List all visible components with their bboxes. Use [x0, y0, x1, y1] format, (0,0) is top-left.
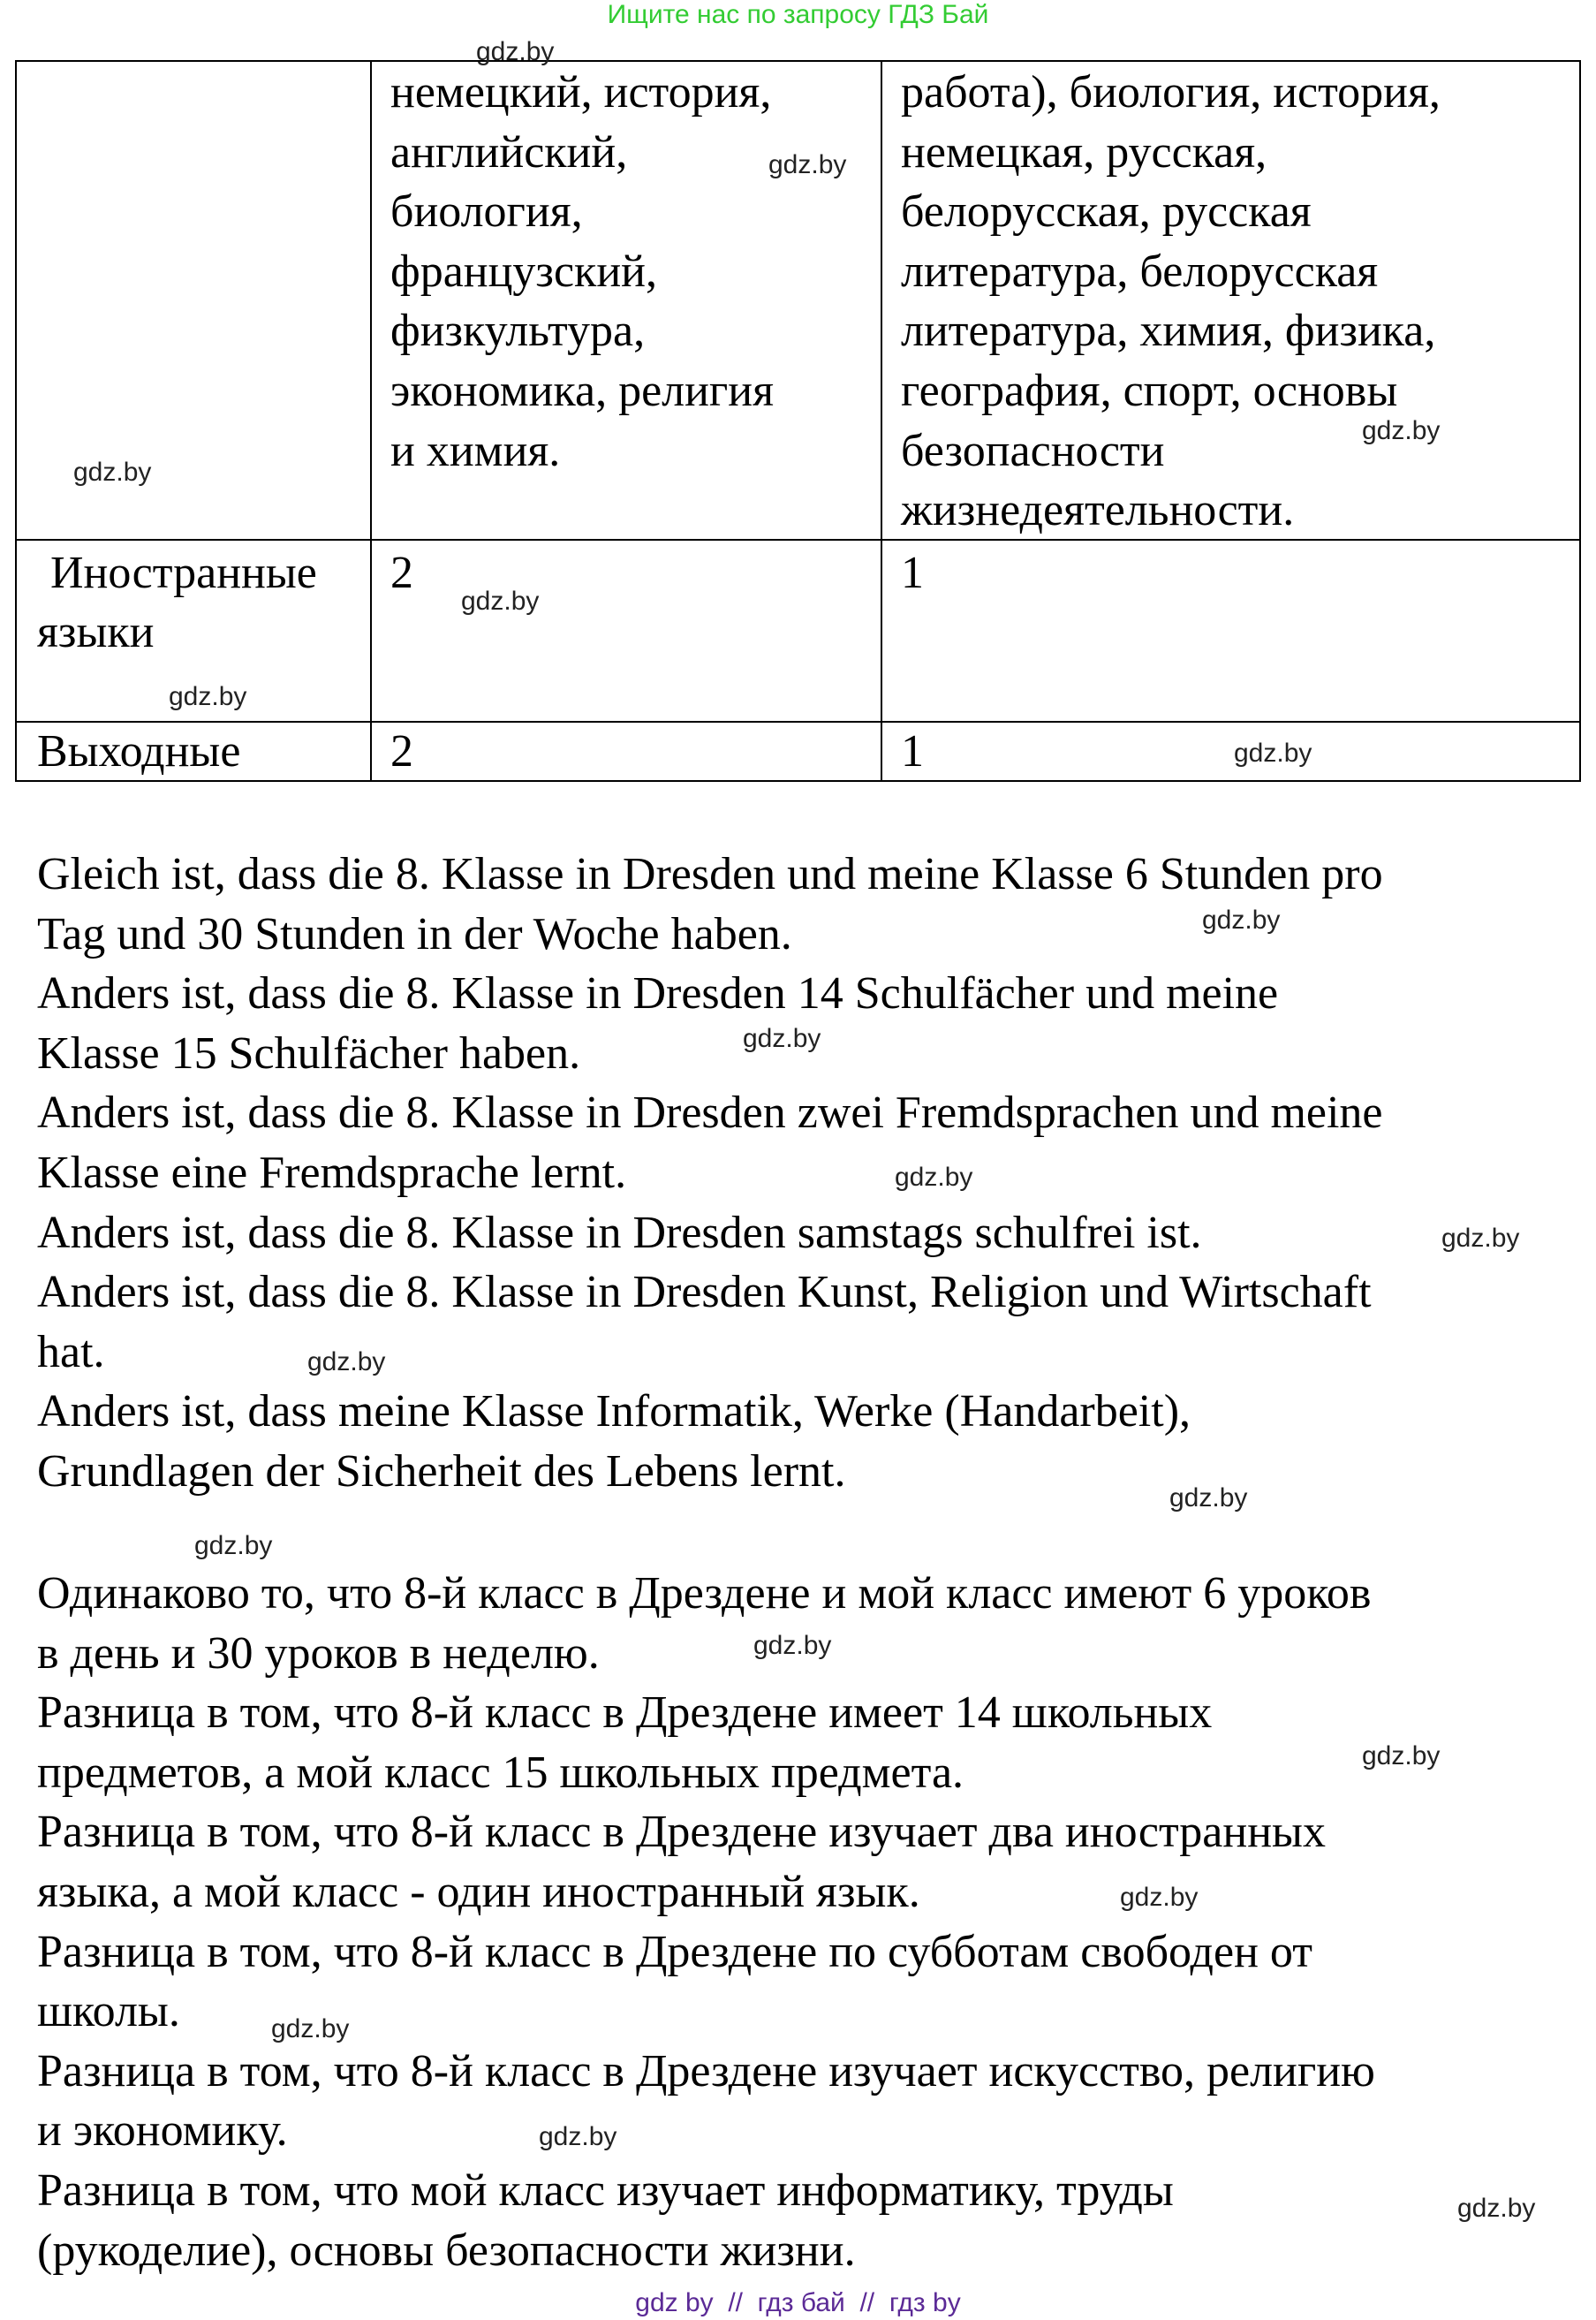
text-line: и экономику.	[37, 2105, 288, 2157]
text-line: литература, химия, физика,	[901, 306, 1436, 357]
watermark-text: gdz.by	[476, 37, 555, 66]
watermark-text: gdz.by	[307, 1347, 386, 1376]
watermark-text: gdz.by	[768, 150, 847, 179]
text-line: языка, а мой класс - один иностранный язык.	[37, 1867, 920, 1917]
header-banner: Ищите нас по запросу ГДЗ Бай	[607, 0, 989, 29]
row-label-foreign-languages-2: языки	[37, 607, 155, 657]
watermark-text: gdz.by	[1202, 906, 1281, 935]
text-line: Разница в том, что 8-й класс в Дрездене изучает два иностранных	[37, 1807, 1326, 1858]
text-line: школы.	[37, 1986, 180, 2037]
text-line: немецкая, русская,	[901, 126, 1267, 178]
watermark-text: gdz.by	[1457, 2194, 1536, 2223]
text-line: hat.	[37, 1326, 105, 1377]
watermark-text: gdz.by	[1120, 1883, 1199, 1912]
row-label-foreign-languages-1: Иностранные	[50, 548, 317, 598]
watermark-text: gdz.by	[753, 1631, 832, 1660]
text-line: белорусская, русская	[901, 186, 1312, 238]
text-line: Разница в том, что 8-й класс в Дрездене изучает искусство, религию	[37, 2045, 1375, 2096]
text-line: безопасности	[901, 425, 1165, 476]
watermark-text: gdz.by	[1362, 416, 1441, 445]
watermark-text: gdz.by	[169, 682, 247, 711]
watermark-text: gdz.by	[1362, 1741, 1441, 1770]
row-label-weekends: Выходные	[37, 726, 241, 777]
text-line: Grundlagen der Sicherheit des Lebens lernt.	[37, 1446, 846, 1497]
cell-value: 1	[901, 548, 924, 598]
watermark-text: gdz.by	[1234, 739, 1312, 768]
text-line: английский,	[390, 126, 628, 178]
text-line: французский,	[390, 246, 657, 297]
text-line: Разница в том, что 8-й класс в Дрездене по субботам свободен от	[37, 1926, 1312, 1977]
text-line: Anders ist, dass die 8. Klasse in Dresden Kunst, Religion und Wirtschaft	[37, 1267, 1372, 1318]
watermark-text: gdz.by	[461, 587, 540, 616]
watermark-text: gdz.by	[194, 1531, 273, 1560]
table-column-divider	[370, 62, 372, 780]
text-line: Одинаково то, что 8-й класс в Дрездене и мой класс имеют 6 уроков	[37, 1568, 1372, 1619]
text-line: Anders ist, dass die 8. Klasse in Dresden samstags schulfrei ist.	[37, 1207, 1202, 1258]
text-line: биология,	[390, 186, 583, 238]
text-line: Gleich ist, dass die 8. Klasse in Dresden und meine Klasse 6 Stunden pro	[37, 849, 1383, 899]
text-line: литература, белорусская	[901, 246, 1379, 297]
text-line: Klasse eine Fremdsprache lernt.	[37, 1148, 627, 1198]
watermark-text: gdz.by	[1441, 1224, 1520, 1253]
watermark-text: gdz.by	[895, 1163, 973, 1192]
watermark-text: gdz.by	[271, 2014, 350, 2043]
footer-banner: gdz by // гдз бай // гдз by	[635, 2288, 961, 2317]
text-line: жизнедеятельности.	[901, 485, 1295, 536]
watermark-text: gdz.by	[1169, 1483, 1248, 1513]
text-line: Anders ist, dass meine Klasse Informatik, Werke (Handarbeit),	[37, 1386, 1191, 1437]
watermark-text: gdz.by	[743, 1024, 821, 1053]
text-line: Anders ist, dass die 8. Klasse in Dresden 14 Schulfächer und meine	[37, 968, 1279, 1020]
text-line: физкультура,	[390, 306, 646, 357]
text-line: Разница в том, что 8-й класс в Дрездене имеет 14 школьных	[37, 1687, 1213, 1739]
text-line: Anders ist, dass die 8. Klasse in Dresden zwei Fremdsprachen und meine	[37, 1088, 1383, 1139]
text-line: предметов, а мой класс 15 школьных предмета.	[37, 1747, 964, 1798]
text-line: Разница в том, что мой класс изучает информатику, труды	[37, 2165, 1174, 2216]
text-line: и химия.	[390, 425, 561, 476]
watermark-text: gdz.by	[73, 458, 152, 487]
text-line: (рукоделие), основы безопасности жизни.	[37, 2225, 856, 2276]
text-line: немецкий, история,	[390, 67, 772, 118]
cell-value: 2	[390, 548, 413, 598]
text-line: Klasse 15 Schulfächer haben.	[37, 1027, 581, 1079]
table-row-divider	[17, 721, 1579, 723]
table-row-divider	[17, 539, 1579, 541]
text-line: работа), биология, история,	[901, 67, 1441, 118]
watermark-text: gdz.by	[539, 2122, 617, 2151]
cell-value: 2	[390, 726, 413, 777]
text-line: экономика, религия	[390, 366, 775, 416]
cell-value: 1	[901, 726, 924, 777]
table-column-divider	[881, 62, 882, 780]
text-line: в день и 30 уроков в неделю.	[37, 1627, 600, 1679]
text-line: Tag und 30 Stunden in der Woche haben.	[37, 908, 792, 959]
text-line: география, спорт, основы	[901, 366, 1398, 416]
